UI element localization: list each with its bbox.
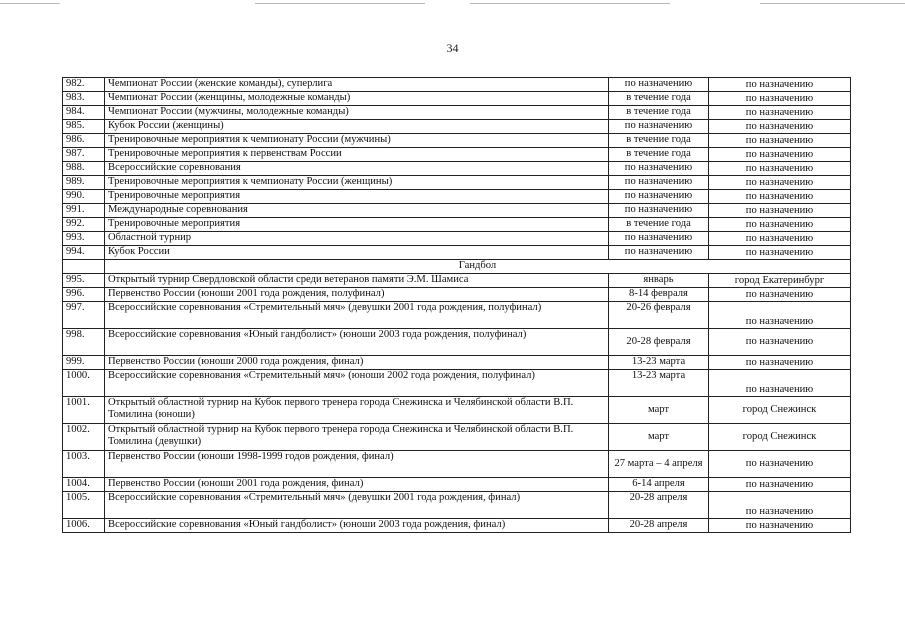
event-name: Первенство России (юноши 2000 года рождения, финал) [105, 356, 609, 370]
event-date: 6-14 апреля [609, 478, 709, 492]
event-name: Всероссийские соревнования «Стремительный мяч» (девушки 2001 года рождения, полуфинал) [105, 302, 609, 329]
event-date: по назначению [609, 120, 709, 134]
event-name: Тренировочные мероприятия [105, 218, 609, 232]
table-row [63, 162, 851, 176]
event-date: в течение года [609, 134, 709, 148]
table-row [63, 329, 851, 356]
event-name: Всероссийские соревнования «Юный гандболист» (юноши 2003 года рождения, полуфинал) [105, 329, 609, 356]
table-row [63, 424, 851, 451]
event-date: 20-28 апреля [609, 519, 709, 533]
row-number: 1006. [63, 519, 105, 533]
table-row [63, 451, 851, 478]
event-date: 13-23 марта [609, 356, 709, 370]
event-place: по назначению [709, 218, 851, 232]
row-number: 995. [63, 274, 105, 288]
table-row [63, 356, 851, 370]
table-row [63, 134, 851, 148]
table-row [63, 397, 851, 424]
row-number: 988. [63, 162, 105, 176]
event-date: в течение года [609, 106, 709, 120]
table-row [63, 370, 851, 397]
event-date: по назначению [609, 232, 709, 246]
empty-cell [63, 260, 105, 274]
event-place: по назначению [709, 78, 851, 92]
event-name: Чемпионат России (женщины, молодежные команды) [105, 92, 609, 106]
event-name: Всероссийские соревнования «Стремительный мяч» (юноши 2002 года рождения, полуфинал) [105, 370, 609, 397]
event-name: Тренировочные мероприятия к первенствам России [105, 148, 609, 162]
event-date: март [609, 397, 709, 424]
event-name: Тренировочные мероприятия к чемпионату России (мужчины) [105, 134, 609, 148]
event-date: 20-26 февраля [609, 302, 709, 329]
row-number: 998. [63, 329, 105, 356]
event-place: город Снежинск [709, 397, 851, 424]
row-number: 990. [63, 190, 105, 204]
table-row [63, 302, 851, 329]
section-title: Гандбол [105, 260, 851, 274]
event-date: по назначению [609, 162, 709, 176]
row-number: 997. [63, 302, 105, 329]
table-row [63, 176, 851, 190]
event-name: Тренировочные мероприятия [105, 190, 609, 204]
table-row [63, 288, 851, 302]
event-place: по назначению [709, 204, 851, 218]
event-place: город Екатеринбург [709, 274, 851, 288]
row-number: 1005. [63, 492, 105, 519]
row-number: 1000. [63, 370, 105, 397]
event-place: по назначению [709, 106, 851, 120]
row-number: 984. [63, 106, 105, 120]
row-number: 982. [63, 78, 105, 92]
row-number: 1002. [63, 424, 105, 451]
event-date: 20-28 февраля [609, 329, 709, 356]
event-date: по назначению [609, 176, 709, 190]
row-number: 983. [63, 92, 105, 106]
table-row [63, 148, 851, 162]
event-place: по назначению [709, 356, 851, 370]
event-name: Кубок России [105, 246, 609, 260]
table-row [63, 246, 851, 260]
event-place: по назначению [709, 162, 851, 176]
event-place: по назначению [709, 134, 851, 148]
table-row [63, 519, 851, 533]
row-number: 1004. [63, 478, 105, 492]
event-date: 13-23 марта [609, 370, 709, 397]
event-name: Областной турнир [105, 232, 609, 246]
event-date: по назначению [609, 78, 709, 92]
event-name: Открытый областной турнир на Кубок первого тренера города Снежинска и Челябинской области В.П. Томилина (юноши) [105, 397, 609, 424]
row-number: 1003. [63, 451, 105, 478]
event-place: по назначению [709, 232, 851, 246]
event-place: по назначению [709, 370, 851, 397]
event-name: Всероссийские соревнования «Стремительный мяч» (девушки 2001 года рождения, финал) [105, 492, 609, 519]
table-row [63, 492, 851, 519]
event-name: Первенство России (юноши 2001 года рождения, финал) [105, 478, 609, 492]
event-date: по назначению [609, 190, 709, 204]
table-row [63, 106, 851, 120]
scan-top-rule [760, 3, 905, 4]
event-name: Кубок России (женщины) [105, 120, 609, 134]
row-number: 986. [63, 134, 105, 148]
event-place: по назначению [709, 120, 851, 134]
event-name: Первенство России (юноши 2001 года рождения, полуфинал) [105, 288, 609, 302]
event-name: Всероссийские соревнования [105, 162, 609, 176]
event-place: по назначению [709, 92, 851, 106]
event-date: 8-14 февраля [609, 288, 709, 302]
event-date: в течение года [609, 92, 709, 106]
row-number: 993. [63, 232, 105, 246]
event-place: по назначению [709, 329, 851, 356]
row-number: 987. [63, 148, 105, 162]
table-row [63, 120, 851, 134]
event-place: по назначению [709, 148, 851, 162]
event-date: по назначению [609, 246, 709, 260]
event-name: Чемпионат России (мужчины, молодежные команды) [105, 106, 609, 120]
event-place: по назначению [709, 478, 851, 492]
section-header-row [63, 260, 851, 274]
table-row [63, 478, 851, 492]
event-name: Открытый областной турнир на Кубок первого тренера города Снежинска и Челябинской области В.П. Томилина (девушки) [105, 424, 609, 451]
event-place: город Снежинск [709, 424, 851, 451]
row-number: 999. [63, 356, 105, 370]
event-date: 20-28 апреля [609, 492, 709, 519]
event-date: январь [609, 274, 709, 288]
row-number: 991. [63, 204, 105, 218]
event-date: 27 марта – 4 апреля [609, 451, 709, 478]
event-place: по назначению [709, 176, 851, 190]
event-place: по назначению [709, 246, 851, 260]
scan-top-rule [470, 3, 670, 4]
event-name: Всероссийские соревнования «Юный гандболист» (юноши 2003 года рождения, финал) [105, 519, 609, 533]
event-place: по назначению [709, 190, 851, 204]
table-row [63, 218, 851, 232]
event-place: по назначению [709, 288, 851, 302]
row-number: 992. [63, 218, 105, 232]
event-place: по назначению [709, 519, 851, 533]
page-number: 34 [446, 41, 459, 55]
event-date: по назначению [609, 204, 709, 218]
event-name: Тренировочные мероприятия к чемпионату России (женщины) [105, 176, 609, 190]
table-row [63, 78, 851, 92]
event-date: в течение года [609, 148, 709, 162]
event-name: Чемпионат России (женские команды), суперлига [105, 78, 609, 92]
row-number: 994. [63, 246, 105, 260]
event-place: по назначению [709, 302, 851, 329]
table-row [63, 204, 851, 218]
table-row [63, 190, 851, 204]
table-row [63, 232, 851, 246]
event-date: в течение года [609, 218, 709, 232]
events-table [62, 77, 851, 533]
event-name: Международные соревнования [105, 204, 609, 218]
event-name: Первенство России (юноши 1998-1999 годов рождения, финал) [105, 451, 609, 478]
table-row [63, 274, 851, 288]
row-number: 989. [63, 176, 105, 190]
row-number: 1001. [63, 397, 105, 424]
event-place: по назначению [709, 492, 851, 519]
row-number: 985. [63, 120, 105, 134]
table-row [63, 92, 851, 106]
scan-top-rule [255, 3, 425, 4]
event-date: март [609, 424, 709, 451]
event-name: Открытый турнир Свердловской области среди ветеранов памяти Э.М. Шамиса [105, 274, 609, 288]
event-place: по назначению [709, 451, 851, 478]
row-number: 996. [63, 288, 105, 302]
scan-top-rule [0, 3, 60, 4]
